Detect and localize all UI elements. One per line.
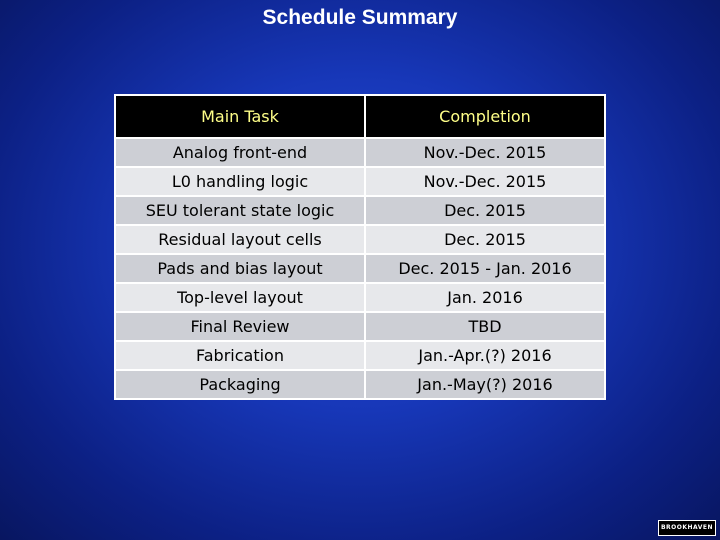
table-header-row [115,95,605,138]
task-cell: Fabrication [115,341,365,370]
task-cell: Analog front-end [115,138,365,167]
task-cell: SEU tolerant state logic [115,196,365,225]
completion-cell: Jan.-May(?) 2016 [365,370,605,399]
completion-cell: Jan. 2016 [365,283,605,312]
table-row [115,225,605,254]
completion-cell: Dec. 2015 [365,196,605,225]
task-cell: Final Review [115,312,365,341]
table-row [115,370,605,399]
completion-cell: Nov.-Dec. 2015 [365,138,605,167]
task-cell: Residual layout cells [115,225,365,254]
table-row [115,167,605,196]
brookhaven-logo: BROOKHAVEN [658,520,716,536]
header-completion: Completion [365,95,605,138]
table-row [115,341,605,370]
table-row [115,283,605,312]
table-row [115,254,605,283]
header-main-task: Main Task [115,95,365,138]
schedule-table [114,94,606,400]
completion-cell: Dec. 2015 [365,225,605,254]
completion-cell: TBD [365,312,605,341]
table-row [115,138,605,167]
table-row [115,312,605,341]
completion-cell: Dec. 2015 - Jan. 2016 [365,254,605,283]
table-row [115,196,605,225]
task-cell: Pads and bias layout [115,254,365,283]
task-cell: Top-level layout [115,283,365,312]
completion-cell: Jan.-Apr.(?) 2016 [365,341,605,370]
slide-title: Schedule Summary [262,6,458,29]
task-cell: Packaging [115,370,365,399]
completion-cell: Nov.-Dec. 2015 [365,167,605,196]
task-cell: L0 handling logic [115,167,365,196]
